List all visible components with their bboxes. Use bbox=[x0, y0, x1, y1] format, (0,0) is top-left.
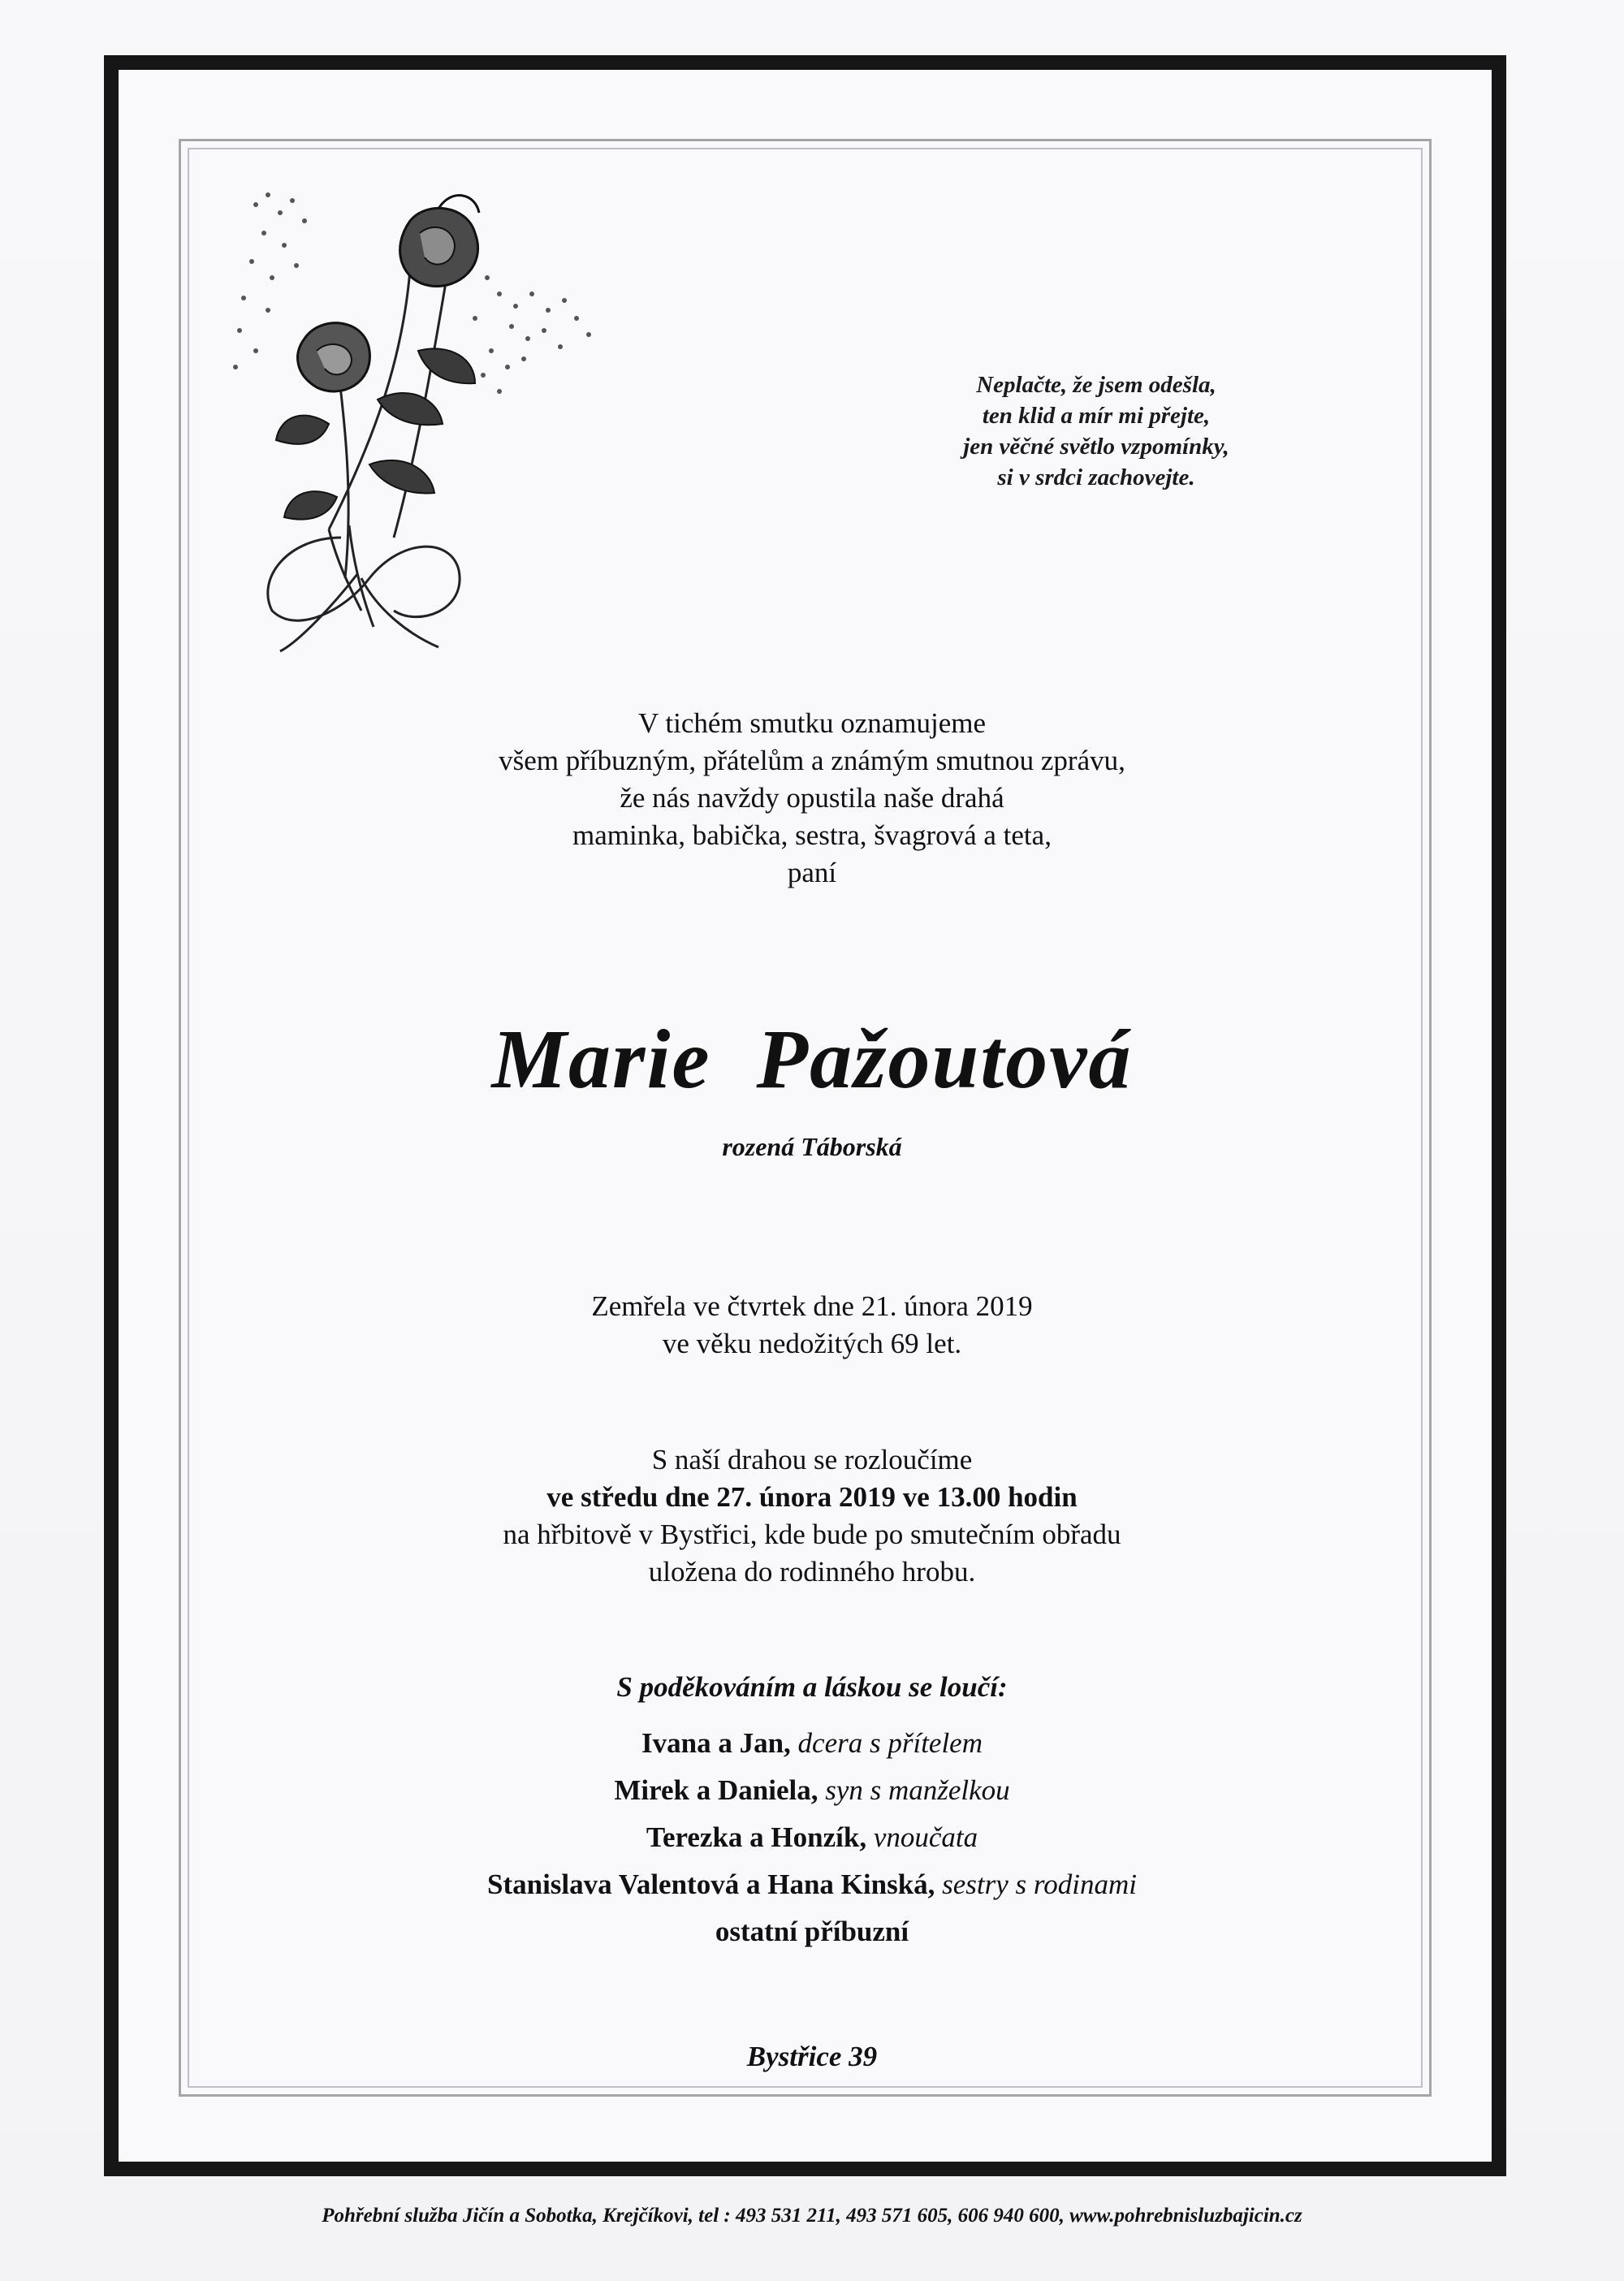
family-address: Bystřice 39 bbox=[746, 2041, 878, 2072]
mourners-heading: S poděkováním a láskou se loučí: bbox=[616, 1671, 1008, 1703]
maiden-name: rozená Táborská bbox=[722, 1132, 902, 1161]
mourner-relation: sestry s rodinami bbox=[942, 1868, 1137, 1900]
death-line: Zemřela ve čtvrtek dne 21. února 2019 bbox=[591, 1290, 1033, 1322]
mourner-row bbox=[244, 1767, 1380, 1814]
mourner-relation: dcera s přítelem bbox=[797, 1727, 983, 1759]
verse-line: si v srdci zachovejte. bbox=[997, 464, 1195, 490]
mourner-names: Stanislava Valentová a Hana Kinská, bbox=[487, 1868, 943, 1900]
death-details bbox=[244, 1288, 1380, 1363]
verse-line: Neplačte, že jsem odešla, bbox=[976, 372, 1216, 398]
announcement-text bbox=[244, 705, 1380, 892]
announcement-line: všem příbuzným, přátelům a známým smutnou zprávu, bbox=[499, 745, 1125, 776]
mourner-names: ostatní příbuzní bbox=[715, 1916, 909, 1947]
memorial-verse bbox=[901, 369, 1291, 493]
mourner-names: Ivana a Jan, bbox=[641, 1727, 798, 1759]
funeral-line: S naší drahou se rozloučíme bbox=[651, 1444, 973, 1475]
funeral-line: uložena do rodinného hrobu. bbox=[648, 1556, 976, 1588]
mourners-list bbox=[244, 1720, 1380, 1955]
mourner-names: Mirek a Daniela, bbox=[614, 1774, 826, 1806]
verse-line: jen věčné světlo vzpomínky, bbox=[963, 434, 1229, 460]
mourner-row bbox=[244, 1861, 1380, 1908]
rose-left-icon bbox=[298, 323, 370, 391]
rose-bouquet-illustration bbox=[207, 156, 670, 659]
verse-line: ten klid a mír mi přejte, bbox=[982, 403, 1211, 429]
mourner-names: Terezka a Honzík, bbox=[646, 1821, 874, 1853]
announcement-line: paní bbox=[787, 857, 837, 888]
mourner-relation: vnoučata bbox=[873, 1821, 978, 1853]
funeral-details bbox=[244, 1441, 1380, 1591]
announcement-line: maminka, babička, sestra, švagrová a teta, bbox=[572, 819, 1052, 851]
funeral-service-footer: Pohřební služba Jičín a Sobotka, Krejčíkovi, tel : 493 531 211, 493 571 605, 606 940 600, www.pohrebnisluzbajicin.cz bbox=[322, 2205, 1302, 2227]
announcement-line: V tichém smutku oznamujeme bbox=[637, 707, 986, 739]
deceased-name: Marie Pažoutová bbox=[491, 1013, 1133, 1106]
mourner-relation: syn s manželkou bbox=[825, 1774, 1010, 1806]
mourner-row bbox=[244, 1720, 1380, 1767]
rose-top-icon bbox=[400, 196, 479, 287]
funeral-date-time: ve středu dne 27. února 2019 ve 13.00 hodin bbox=[546, 1481, 1078, 1513]
death-line: ve věku nedožitých 69 let. bbox=[662, 1328, 962, 1359]
announcement-line: že nás navždy opustila naše drahá bbox=[620, 782, 1004, 814]
funeral-line: na hřbitově v Bystřici, kde bude po smutečním obřadu bbox=[503, 1519, 1121, 1550]
mourner-row bbox=[244, 1814, 1380, 1861]
mourner-row bbox=[244, 1908, 1380, 1955]
